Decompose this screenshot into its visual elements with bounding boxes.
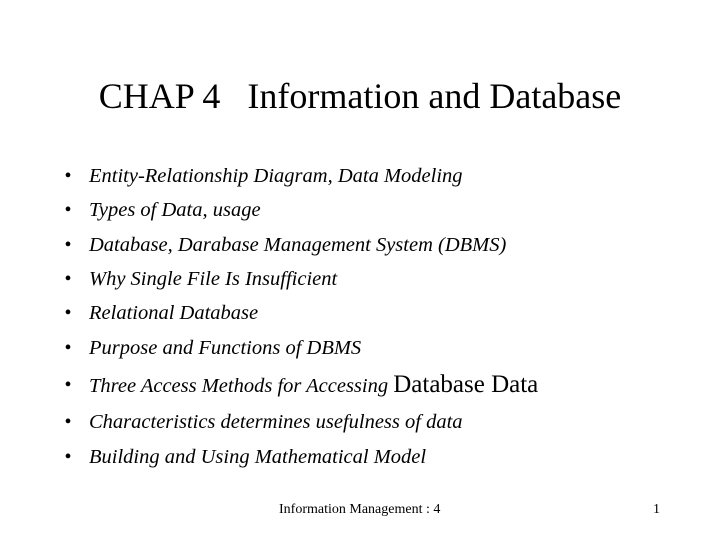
bullet-item: [0, 333, 720, 363]
bullet-item: [0, 370, 720, 400]
bullet-icon: •: [64, 198, 72, 221]
bullet-icon: •: [64, 233, 72, 256]
bullet-item: [0, 442, 720, 472]
bullet-text: Why Single File Is Insufficient: [89, 267, 338, 290]
bullet-item: [0, 230, 720, 260]
slide-title: CHAP 4 Information and Database: [98, 76, 622, 116]
bullet-text-tail: Database Data: [393, 371, 539, 398]
bullet-item: [0, 195, 720, 225]
bullet-text: Purpose and Functions of DBMS: [89, 336, 362, 359]
bullet-text: Database, Darabase Management System (DBMS): [89, 233, 507, 256]
bullet-icon: •: [64, 410, 72, 433]
bullet-text: Characteristics determines usefulness of data: [89, 410, 463, 433]
bullet-text: [89, 371, 538, 399]
bullet-text: Building and Using Mathematical Model: [89, 445, 427, 468]
bullet-text: Relational Database: [89, 301, 259, 324]
page-number: 1: [653, 502, 660, 517]
bullet-item: [0, 298, 720, 328]
bullet-icon: •: [64, 267, 72, 290]
bullet-text: Types of Data, usage: [89, 198, 261, 221]
bullet-icon: •: [64, 445, 72, 468]
slide-footer: Information Management : 4: [279, 502, 441, 517]
bullet-text-main: Three Access Methods for Accessing: [89, 375, 394, 397]
bullet-icon: •: [64, 164, 72, 187]
bullet-item: [0, 161, 720, 191]
bullet-item: [0, 264, 720, 294]
bullet-item: [0, 407, 720, 437]
bullet-icon: •: [64, 373, 72, 396]
bullet-text: Entity-Relationship Diagram, Data Modeling: [89, 164, 463, 187]
bullet-icon: •: [64, 336, 72, 359]
bullet-icon: •: [64, 301, 72, 324]
